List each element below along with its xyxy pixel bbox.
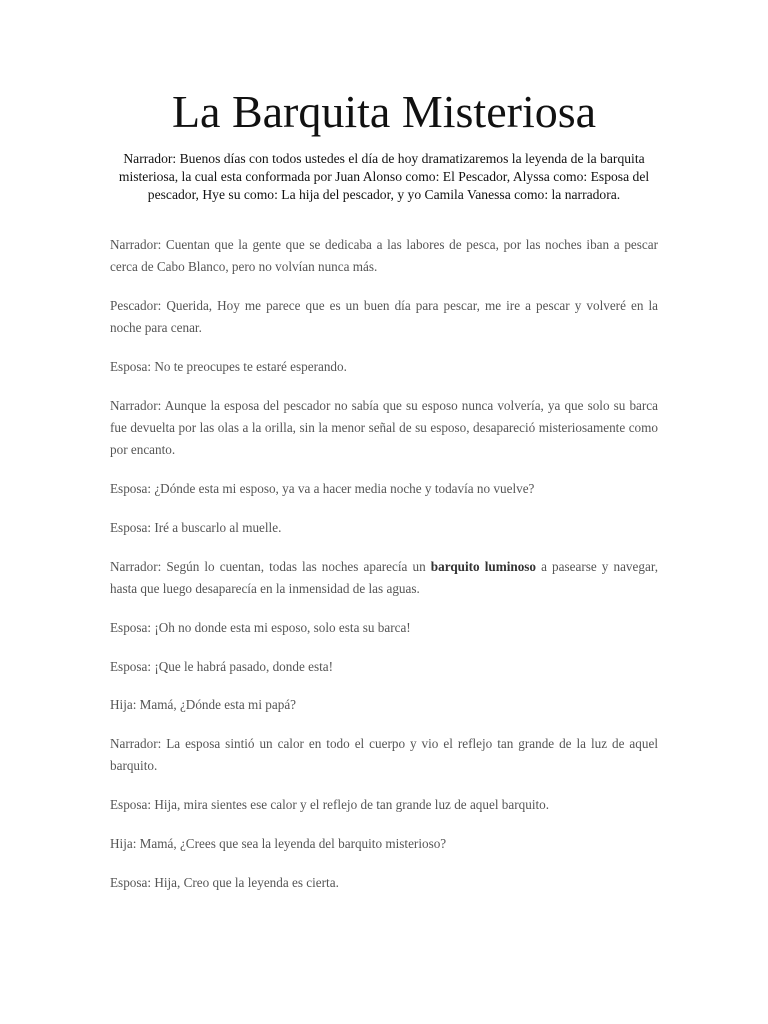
paragraph-3: Esposa: No te preocupes te estaré esperando. [110, 359, 347, 374]
paragraph-11: Narrador: La esposa sintió un calor en todo el cuerpo y vio el reflejo tan grande de la luz de aquel barquito. [110, 736, 658, 773]
paragraph-12: Esposa: Hija, mira sientes ese calor y el reflejo de tan grande luz de aquel barquito. [110, 797, 550, 812]
paragraph-13: Hija: Mamá, ¿Crees que sea la leyenda del barquito misterioso? [110, 836, 447, 851]
paragraph-4: Narrador: Aunque la esposa del pescador no sabía que su esposo nunca volvería, ya que solo su barca fue devuelta por las olas a la orilla, sin la menor señal de su esposo, desapareció misteriosamente como por encanto. [110, 398, 658, 457]
paragraph-1: Narrador: Cuentan que la gente que se dedicaba a las labores de pesca, por las noches iban a pescar cerca de Cabo Blanco, pero no volvían nunca más. [110, 237, 658, 274]
paragraph-9: Esposa: ¡Que le habrá pasado, donde esta! [110, 659, 334, 674]
intro-paragraph: Narrador: Buenos días con todos ustedes el día de hoy dramatizaremos la leyenda de la barquita misteriosa, la cual esta conformada por Juan Alonso como: El Pescador, Alyssa como: Esposa del pescador, Hye su como: La hija del pescador, y yo Camila Vanessa como: la narradora. [118, 151, 650, 202]
bold-phrase: barquito luminoso [430, 559, 537, 574]
document-title: La Barquita Misteriosa [171, 86, 597, 137]
paragraph-14: Esposa: Hija, Creo que la leyenda es cierta. [110, 875, 339, 890]
paragraph-2: Pescador: Querida, Hoy me parece que es un buen día para pescar, me ire a pescar y volveré en la noche para cenar. [110, 298, 658, 335]
paragraph-6: Esposa: Iré a buscarlo al muelle. [110, 520, 282, 535]
paragraph-8: Esposa: ¡Oh no donde esta mi esposo, solo esta su barca! [110, 620, 411, 635]
paragraph-10: Hija: Mamá, ¿Dónde esta mi papá? [110, 697, 297, 712]
paragraph-5: Esposa: ¿Dónde esta mi esposo, ya va a hacer media noche y todavía no vuelve? [110, 481, 535, 496]
paragraph-7-text-before: Narrador: Según lo cuentan, todas las noches aparecía un [110, 559, 431, 574]
paragraph-7 [110, 556, 658, 600]
paragraph-7-text-after: a pasearse y navegar, hasta que luego desaparecía en la inmensidad de las aguas. [110, 559, 658, 596]
